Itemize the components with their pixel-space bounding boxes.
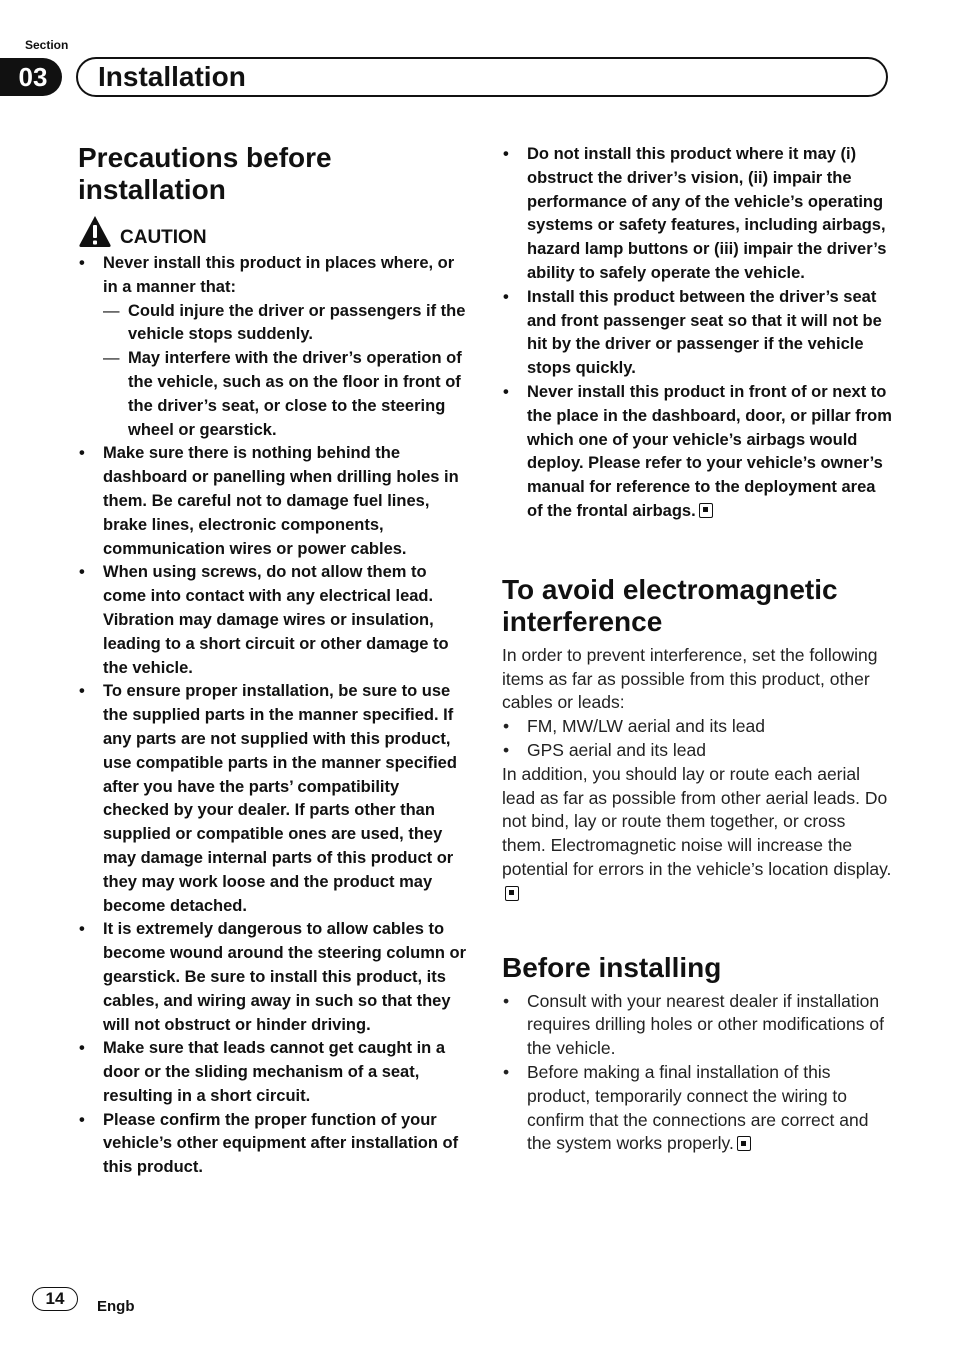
list-item: • To ensure proper installation, be sure to use the supplied parts in the manner specified. If any parts are not supplied with this product, use compatible parts in the manner specified after you have the parts’ compatibility checked by your dealer. If parts other than supplied or compatible ones are used, they may damage internal parts of this product or they may work loose and the product may become detached. [78, 680, 468, 918]
list-item: • GPS aerial and its lead [502, 739, 892, 763]
section-title: Installation [98, 61, 246, 92]
emi-body [502, 763, 892, 906]
emi-body-text: In addition, you should lay or route each aerial lead as far as possible from other aerial leads. Do not bind, lay or route them together, or cross them. Electromagnetic noise will increase the potential for errors in the vehicle’s location display. [502, 763, 892, 879]
emi-intro: In order to prevent interference, set the following items as far as possible from this product, other cables or leads: [502, 644, 878, 713]
left-column [78, 142, 468, 1180]
language-code: Engb [97, 1298, 135, 1315]
before-installing-heading: Before installing [502, 951, 722, 983]
emi-heading [502, 574, 892, 638]
sub-list-item: — May interfere with the driver’s operation of the vehicle, such as on the floor in front of the driver’s seat, or close to the steering wheel or gearstick. [103, 347, 468, 442]
list-item [502, 1061, 892, 1156]
emi-heading-line1: To avoid electromagnetic [502, 573, 838, 605]
precautions-heading-line1: Precautions before [78, 142, 332, 173]
before-installing-list [502, 990, 892, 1157]
right-column [502, 143, 892, 1156]
list-item: • It is extremely dangerous to allow cables to become wound around the steering column or gearstick. Be sure to install this product, its cables, and wiring away in such so that they will not obstruct or hinder driving. [78, 918, 468, 1037]
emi-list [502, 715, 892, 763]
list-item [78, 252, 468, 442]
section-label: Section [25, 38, 69, 52]
list-item: • Please confirm the proper function of your vehicle’s other equipment after installation of this product. [78, 1109, 468, 1180]
list-item: • Make sure there is nothing behind the dashboard or panelling when drilling holes in them. Be careful not to damage fuel lines, brake lines, electronic components, communication wires or power cables. [78, 442, 468, 561]
caution-label: CAUTION [120, 227, 207, 248]
list-item: • Do not install this product where it may (i) obstruct the driver’s vision, (ii) impair the performance of any of the vehicle’s operating systems or safety features, including airbags, hazard lamp buttons or (iii) impair the driver’s ability to safely operate the vehicle. [502, 143, 892, 286]
page-number: 14 [32, 1287, 78, 1311]
emi-heading-line2: interference [502, 605, 663, 637]
end-of-section-icon [699, 503, 713, 518]
list-item [502, 381, 892, 524]
sub-list [103, 300, 468, 443]
precautions-heading-line2: installation [78, 174, 226, 205]
section-number-badge: 03 [0, 58, 62, 96]
list-item: • When using screws, do not allow them to come into contact with any electrical lead. Vibration may damage wires or insulation, leading to a short circuit or other damage to the vehicle. [78, 561, 468, 680]
caution-block [78, 212, 468, 248]
list-item: • Consult with your nearest dealer if installation requires drilling holes or other modifications of the vehicle. [502, 990, 892, 1061]
list-item-text: Never install this product in front of or next to the place in the dashboard, door, or pillar from which one of your vehicle’s airbags would deploy. Please refer to your vehicle’s owner’s manual for reference to the deployment area of the frontal airbags. [527, 382, 892, 520]
end-of-section-icon [505, 886, 519, 901]
precautions-list-continued [502, 143, 892, 524]
list-item: • Install this product between the driver’s seat and front passenger seat so that it will not be hit by the driver or passenger if the vehicle stops quickly. [502, 286, 892, 381]
warning-triangle-icon [78, 214, 112, 248]
list-item-text: Never install this product in places where, or in a manner that: [103, 254, 455, 296]
sub-list-item: — Could injure the driver or passengers if the vehicle stops suddenly. [103, 300, 468, 348]
list-item: • FM, MW/LW aerial and its lead [502, 715, 892, 739]
precautions-list [78, 252, 468, 1180]
end-of-section-icon [737, 1136, 751, 1151]
list-item-text: Before making a final installation of this product, temporarily connect the wiring to confirm that the connections are correct and the system works properly. [527, 1061, 869, 1154]
precautions-heading [78, 142, 468, 206]
list-item: • Make sure that leads cannot get caught in a door or the sliding mechanism of a seat, resulting in a short circuit. [78, 1037, 468, 1108]
section-title-box [76, 57, 888, 97]
